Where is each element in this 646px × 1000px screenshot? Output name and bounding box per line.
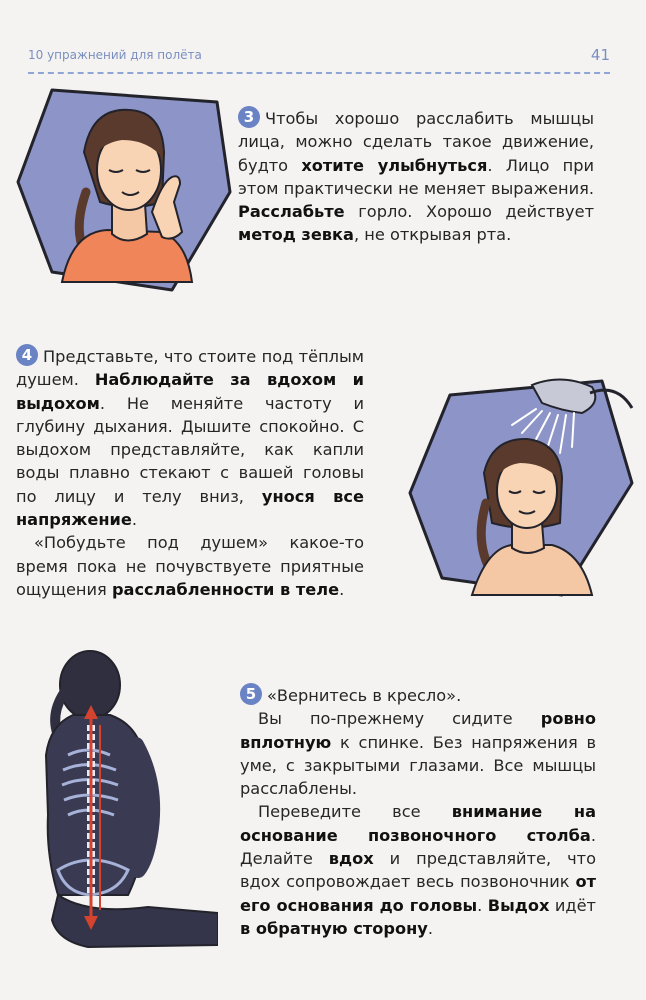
emphasized-text: ровно вплотную xyxy=(240,709,596,752)
exercise-number-badge: 5 xyxy=(240,683,262,705)
exercise-4-text xyxy=(16,344,364,601)
emphasized-text: Выдох xyxy=(487,895,550,915)
body-text: Вы по-прежнему сидите xyxy=(258,709,541,729)
page-header xyxy=(28,44,610,78)
body-text: . xyxy=(477,895,488,915)
header-divider xyxy=(28,72,610,74)
emphasized-text: внимание на основание позвоночного столба xyxy=(240,802,596,845)
body-text: и представляйте, что вдох сопровождает весь позвоночник xyxy=(240,849,596,892)
emphasized-text: от его основания до головы xyxy=(240,872,596,915)
running-title: 10 упражнений для полёта xyxy=(28,48,202,62)
body-text: Чтобы хорошо расслабить мышцы лица, можно сделать такое движение, будто xyxy=(238,109,594,175)
exercise-5-text xyxy=(240,683,596,940)
page-number: 41 xyxy=(590,46,610,64)
emphasized-text: хотите улыбнуться xyxy=(301,155,488,175)
body-text: «Вернитесь в кресло». xyxy=(267,686,462,705)
woman-relaxing-face-illustration xyxy=(12,82,237,297)
exercise-number-badge: 3 xyxy=(238,106,260,128)
emphasized-text: метод зевка xyxy=(238,225,354,245)
emphasized-text: расслабленности в теле xyxy=(111,579,340,599)
exercise-number-badge: 4 xyxy=(16,344,38,366)
body-text: идёт xyxy=(549,895,596,915)
emphasized-text: унося все напряжение xyxy=(16,486,364,530)
body-text: . Не меняйте частоту и глубину дыхания. Дышите спокойно. С выдохом представляйте, как капли воды плавно стекают с вашей головы по лицу и телу вниз, xyxy=(16,393,364,506)
body-text: . xyxy=(339,579,345,599)
body-text: Переведите все xyxy=(258,802,452,822)
emphasized-text: Расслабьте xyxy=(238,202,345,222)
exercise-3-text xyxy=(238,106,594,247)
emphasized-text: вдох xyxy=(328,849,374,869)
body-text: Представьте, что стоите под тёплым душем. xyxy=(16,347,364,390)
body-text: . Лицо при этом практически не меняет выражения. xyxy=(238,155,594,198)
emphasized-text: в обратную сторону xyxy=(240,918,428,938)
woman-under-shower-illustration xyxy=(402,373,636,598)
body-text: . xyxy=(131,510,138,530)
body-text: «Побудьте под душем» какое-то время пока не почувствуете приятные ощущения xyxy=(16,533,364,599)
body-text: горло. Хорошо действует xyxy=(344,202,594,222)
seated-spine-figure-illustration xyxy=(18,645,218,957)
body-text: . Делайте xyxy=(240,825,596,869)
body-text: к спинке. Без напряжения в уме, с закрытыми глазами. Все мышцы расслаблены. xyxy=(240,732,596,799)
emphasized-text: Наблюдайте за вдохом и выдохом xyxy=(16,370,364,413)
body-text: , не открывая рта. xyxy=(353,225,512,245)
body-text: . xyxy=(427,918,434,938)
